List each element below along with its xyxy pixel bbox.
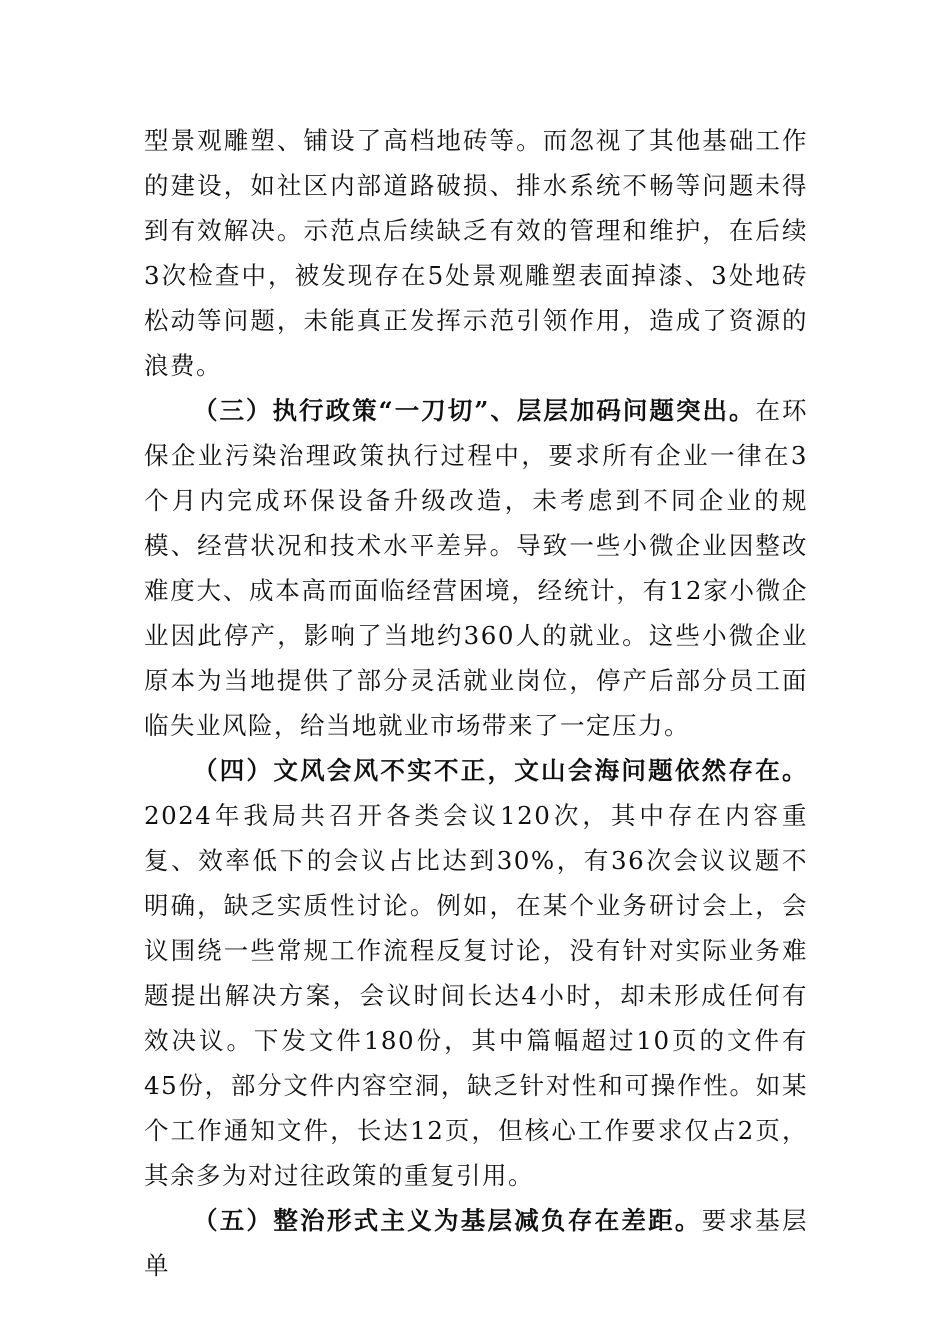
paragraph-section-5-grassroots-burden: [144, 1198, 808, 1288]
paragraph-section-3-policy-execution: [144, 388, 808, 748]
document-body: [144, 118, 808, 1288]
paragraph-text: 2024年我局共召开各类会议120次，其中存在内容重复、效率低下的会议占比达到30%，有36次会议议题不明确，缺乏实质性讨论。例如，在某个业务研讨会上，会议围绕一些常规工作流程反复讨论，没有针对实际业务难题提出解决方案，会议时间长达4小时，却未形成任何有效决议。下发文件180份，其中篇幅超过10页的文件有45份，部分文件内容空洞，缺乏针对性和可操作性。如某个工作通知文件，长达12页，但核心工作要求仅占2页，其余多为对过往政策的重复引用。: [144, 801, 808, 1190]
paragraph-text: 要求基层单: [144, 1206, 809, 1280]
section-heading: （五）整治形式主义为基层减负存在差距。: [193, 1206, 702, 1235]
paragraph-text: 在环保企业污染治理政策执行过程中，要求所有企业一律在3个月内完成环保设备升级改造，未考虑到不同企业的规模、经营状况和技术水平差异。导致一些小微企业因整改难度大、成本高而面临经营困境，经统计，有12家小微企业因此停产，影响了当地约360人的就业。这些小微企业原本为当地提供了部分灵活就业岗位，停产后部分员工面临失业风险，给当地就业市场带来了一定压力。: [144, 396, 808, 740]
paragraph-continued-demonstration-site: [144, 118, 808, 388]
section-heading: （三）执行政策“一刀切”、层层加码问题突出。: [193, 396, 756, 425]
section-heading: （四）文风会风不实不正，文山会海问题依然存在。: [193, 756, 808, 785]
paragraph-section-4-meetings-documents: [144, 748, 808, 1198]
paragraph-text: 型景观雕塑、铺设了高档地砖等。而忽视了其他基础工作的建设，如社区内部道路破损、排水系统不畅等问题未得到有效解决。示范点后续缺乏有效的管理和维护，在后续3次检查中，被发现存在5处景观雕塑表面掉漆、3处地砖松动等问题，未能真正发挥示范引领作用，造成了资源的浪费。: [144, 126, 808, 380]
